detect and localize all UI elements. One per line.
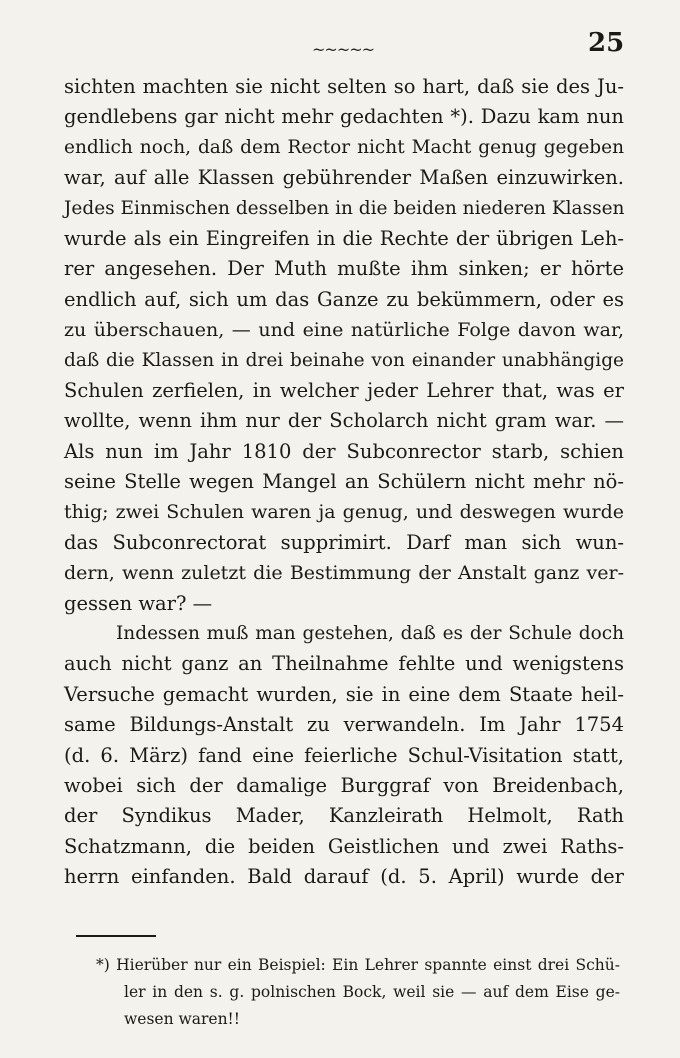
text-line: wobei sich der damalige Burggraf von Breidenbach, [64, 773, 624, 797]
text-line: daß die Klassen in drei beinahe von einander unabhängige [64, 349, 624, 371]
footnote-separator [76, 935, 156, 937]
text-line: Jedes Einmischen desselben in die beiden niederen Klassen [64, 197, 625, 219]
body-text [64, 72, 624, 893]
text-line: wollte, wenn ihm nur der Scholarch nicht gram war. — [64, 409, 624, 433]
text-line: endlich auf, sich um das Ganze zu bekümmern, oder es [64, 287, 624, 311]
text-line: endlich noch, daß dem Rector nicht Macht genug gegeben [64, 136, 624, 158]
header-ornament: ~~~~~ [312, 40, 375, 59]
text-line: das Subconrectorat supprimirt. Darf man sich wun- [64, 530, 624, 554]
text-line: sichten machten sie nicht selten so hart, daß sie des Ju- [64, 75, 624, 98]
text-line: rer angesehen. Der Muth mußte ihm sinken; er hörte [64, 257, 624, 281]
text-line: Versuche gemacht wurden, sie in eine dem Staate heil- [64, 682, 624, 706]
text-line: Schatzmann, die beiden Geistlichen und zwei Raths- [64, 834, 624, 858]
text-line: zu überschauen, — und eine natürliche Folge davon war, [64, 319, 624, 342]
text-line: der Syndikus Mader, Kanzleirath Helmolt, Rath [64, 804, 624, 828]
footnote [96, 952, 620, 1033]
page-header [0, 28, 680, 68]
footnote-line: *) Hierüber nur ein Beispiel: Ein Lehrer spannte einst drei Schü- [96, 956, 620, 974]
text-line: gendlebens gar nicht mehr gedachten *). Dazu kam nun [64, 105, 624, 129]
text-line: (d. 6. März) fand eine feierliche Schul-Visitation statt, [64, 743, 624, 767]
footnote-line: wesen waren!! [124, 1010, 241, 1028]
footnote-line: ler in den s. g. polnischen Bock, weil sie — auf dem Eise ge- [124, 983, 620, 1001]
text-line: gessen war? — [64, 591, 213, 615]
text-line: auch nicht ganz an Theilnahme fehlte und wenigstens [64, 652, 624, 676]
page-number: 25 [588, 28, 625, 58]
text-line: Als nun im Jahr 1810 der Subconrector starb, schien [64, 439, 624, 463]
text-line: seine Stelle wegen Mangel an Schülern nicht mehr nö- [64, 470, 624, 494]
text-line: war, auf alle Klassen gebührender Maßen einzuwirken. [64, 166, 624, 190]
text-line: wurde als ein Eingreifen in die Rechte der übrigen Leh- [64, 226, 624, 250]
text-line: same Bildungs-Anstalt zu verwandeln. Im Jahr 1754 [64, 713, 624, 737]
text-line: dern, wenn zuletzt die Bestimmung der Anstalt ganz ver- [64, 562, 624, 585]
text-line: herrn einfanden. Bald darauf (d. 5. April) wurde der [64, 865, 624, 889]
text-line: Schulen zerfielen, in welcher jeder Lehrer that, was er [64, 378, 624, 402]
paragraph-start-line: Indessen muß man gestehen, daß es der Schule doch [116, 623, 624, 645]
text-line: thig; zwei Schulen waren ja genug, und deswegen wurde [64, 501, 624, 524]
